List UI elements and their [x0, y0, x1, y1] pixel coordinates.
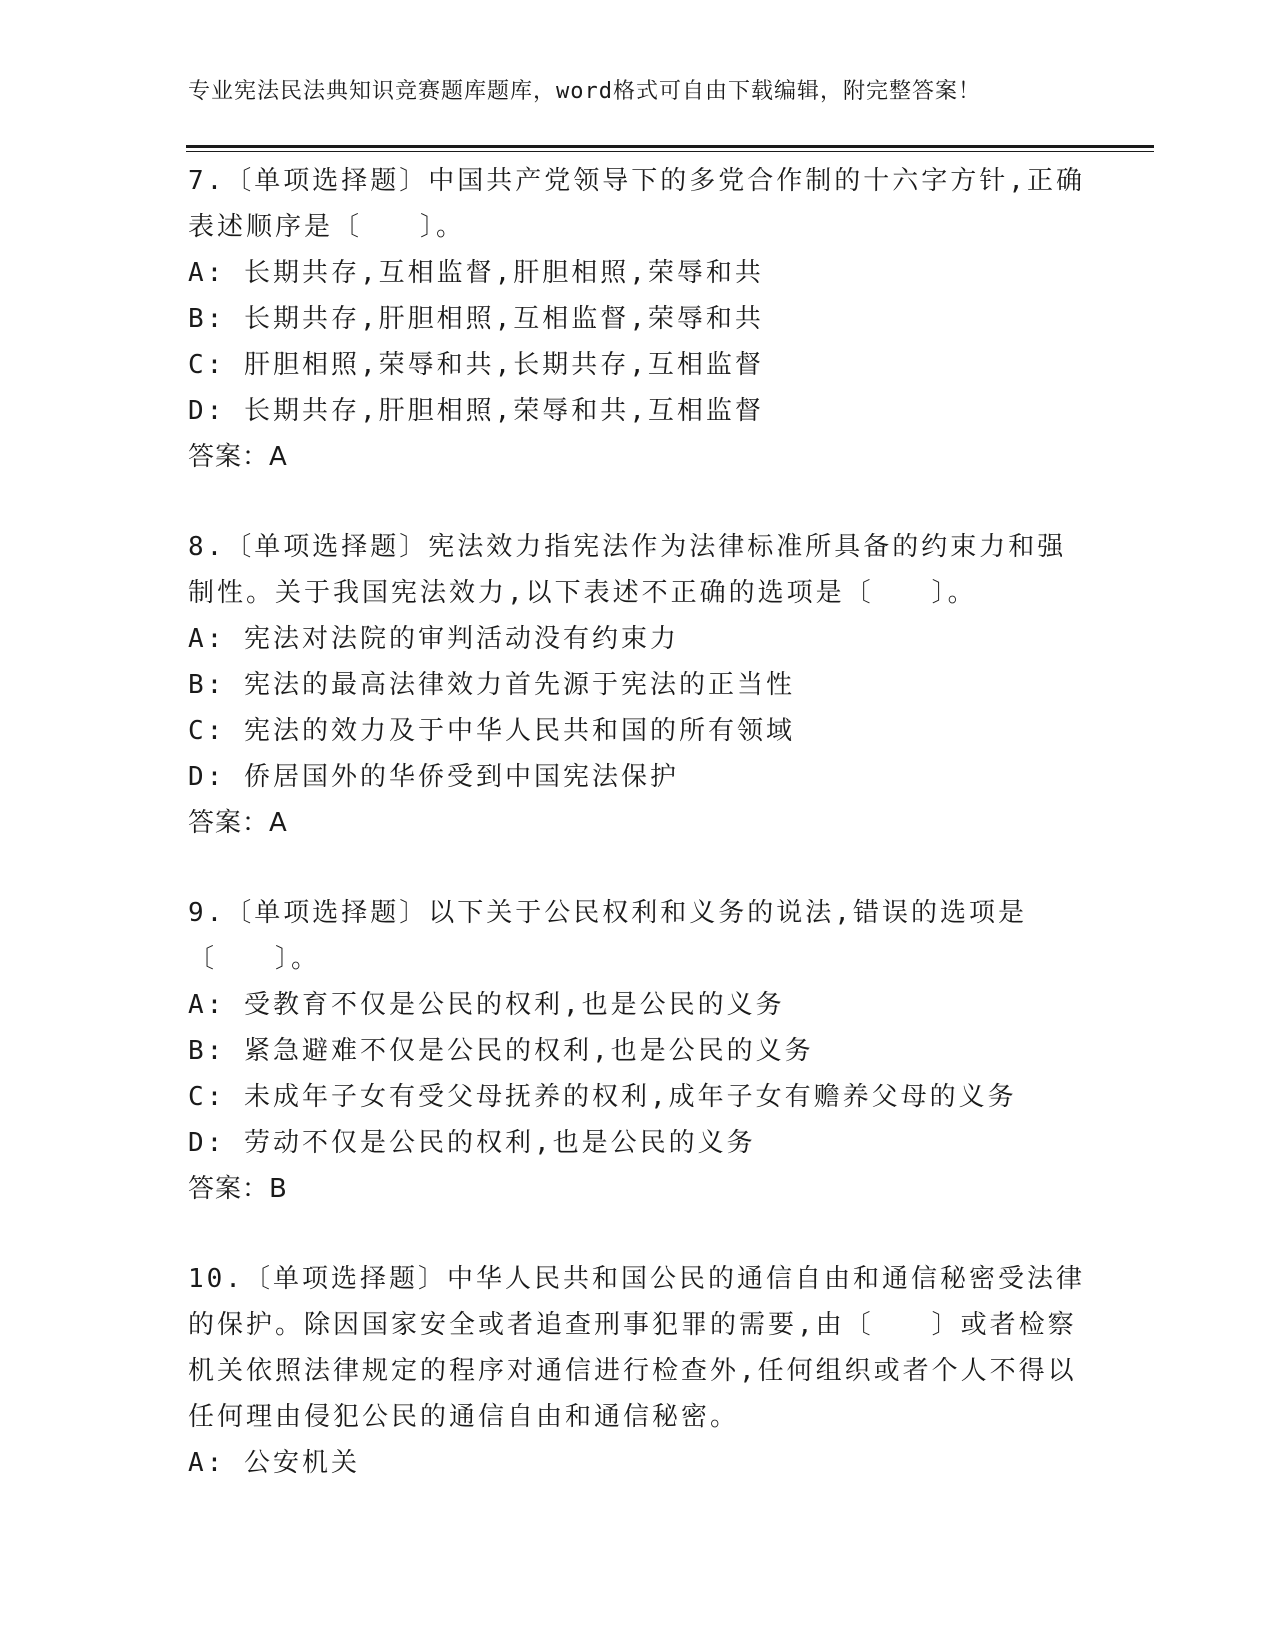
- header-divider-thin: [186, 151, 1154, 152]
- option-c: C: 肝胆相照,荣辱和共,长期共存,互相监督: [188, 350, 764, 380]
- option-a: A: 公安机关: [188, 1448, 360, 1478]
- answer: 答案：A: [188, 808, 288, 838]
- question-list: [188, 158, 1088, 1530]
- page-header: 专业宪法民法典知识竞赛题库题库，word格式可自由下载编辑，附完整答案！: [188, 79, 981, 104]
- question-stem: 9.〔单项选择题〕以下关于公民权利和义务的说法,错误的选项是〔 〕。: [188, 898, 1027, 974]
- question-stem: 10.〔单项选择题〕中华人民共和国公民的通信自由和通信秘密受法律的保护。除因国家安全或者追查刑事犯罪的需要,由〔 〕或者检察机关依照法律规定的程序对通信进行检查外,任何组织或者个人不得以任何理由侵犯公民的通信自由和通信秘密。: [188, 1264, 1085, 1432]
- option-a: A: 受教育不仅是公民的权利,也是公民的义务: [188, 990, 785, 1020]
- option-a: A: 宪法对法院的审判活动没有约束力: [188, 624, 679, 654]
- option-d: D: 劳动不仅是公民的权利,也是公民的义务: [188, 1128, 756, 1158]
- answer: 答案：A: [188, 442, 288, 472]
- question-8: [188, 524, 1088, 846]
- question-stem: 7.〔单项选择题〕中国共产党领导下的多党合作制的十六字方针,正确表述顺序是〔 〕。: [188, 166, 1085, 242]
- question-10: [188, 1256, 1088, 1486]
- question-stem: 8.〔单项选择题〕宪法效力指宪法作为法律标准所具备的约束力和强制性。关于我国宪法效力,以下表述不正确的选项是〔 〕。: [188, 532, 1067, 608]
- option-a: A: 长期共存,互相监督,肝胆相照,荣辱和共: [188, 258, 764, 288]
- option-d: D: 侨居国外的华侨受到中国宪法保护: [188, 762, 679, 792]
- header-divider: [186, 145, 1154, 148]
- option-b: B: 紧急避难不仅是公民的权利,也是公民的义务: [188, 1036, 814, 1066]
- option-c: C: 宪法的效力及于中华人民共和国的所有领域: [188, 716, 795, 746]
- question-7: [188, 158, 1088, 480]
- answer: 答案：B: [188, 1174, 288, 1204]
- option-c: C: 未成年子女有受父母抚养的权利,成年子女有赡养父母的义务: [188, 1082, 1017, 1112]
- option-d: D: 长期共存,肝胆相照,荣辱和共,互相监督: [188, 396, 764, 426]
- question-9: [188, 890, 1088, 1212]
- option-b: B: 长期共存,肝胆相照,互相监督,荣辱和共: [188, 304, 764, 334]
- option-b: B: 宪法的最高法律效力首先源于宪法的正当性: [188, 670, 795, 700]
